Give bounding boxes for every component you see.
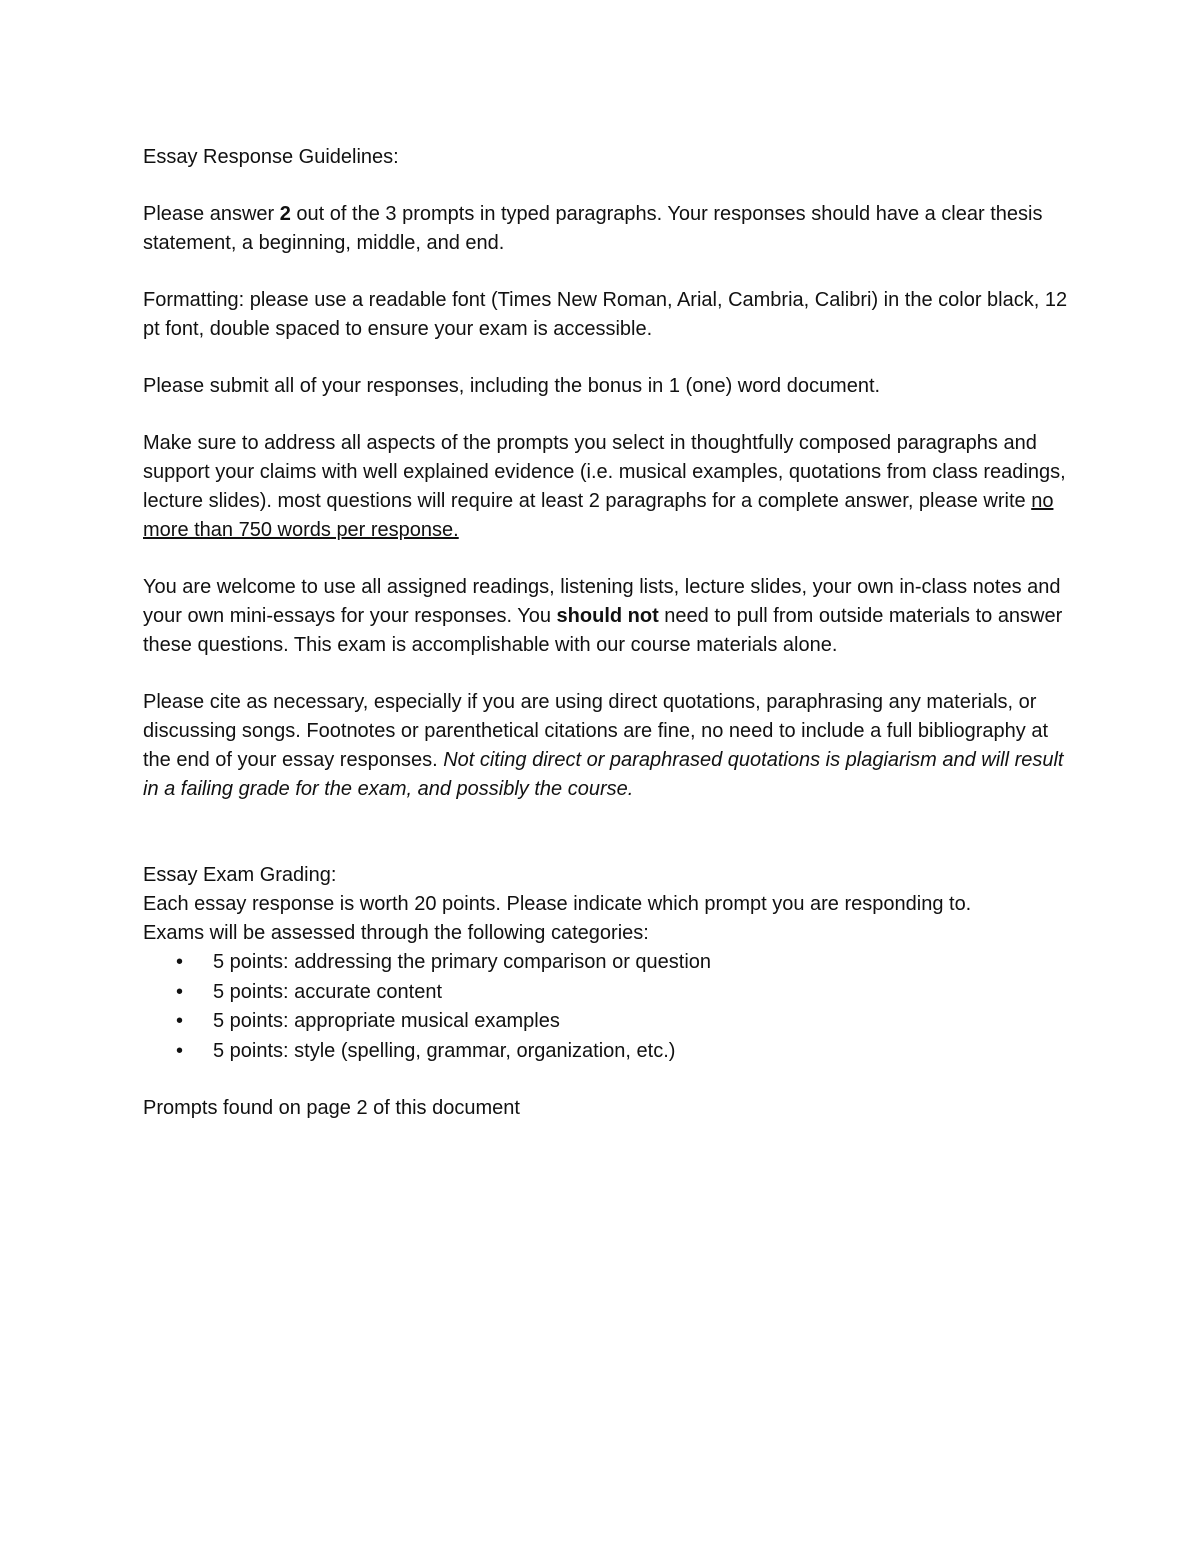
criterion-text: 5 points: style (spelling, grammar, organization, etc.) bbox=[213, 1039, 676, 1062]
word-limit-underlined: no more than 750 words per response. bbox=[143, 490, 1054, 541]
grading-points-line: Each essay response is worth 20 points. Please indicate which prompt you are responding to. bbox=[143, 893, 972, 915]
guidelines-paragraph-formatting: Formatting: please use a readable font (Times New Roman, Arial, Cambria, Calibri) in the color black, 12 pt font, double spaced to ensure your exam is accessible. bbox=[143, 289, 1068, 340]
list-item bbox=[143, 948, 1068, 978]
guidelines-paragraph-citation bbox=[143, 688, 1068, 804]
list-item bbox=[143, 978, 1068, 1008]
grading-heading: Essay Exam Grading: bbox=[143, 864, 337, 886]
document-body bbox=[143, 143, 1068, 1123]
spacer bbox=[143, 1066, 1068, 1094]
bold-emphasis: should not bbox=[556, 605, 659, 627]
grading-categories-intro: Exams will be assessed through the following categories: bbox=[143, 922, 649, 944]
text-run: need to pull from outside materials to answer these questions. This exam is accomplishable with our course materials alone. bbox=[143, 605, 1063, 656]
text-run: You are welcome to use all assigned readings, listening lists, lecture slides, your own in-class notes and your own mini-essays for your responses. You bbox=[143, 576, 1061, 627]
text-run: Make sure to address all aspects of the prompts you select in thoughtfully composed paragraphs and support your claims with well explained evidence (i.e. musical examples, quotations from class readings, lecture slides). most questions will require at least 2 paragraphs for a complete answer, please write bbox=[143, 432, 1066, 512]
prompts-location-note: Prompts found on page 2 of this document bbox=[143, 1097, 520, 1119]
spacer bbox=[143, 545, 1068, 573]
criterion-text: 5 points: addressing the primary comparison or question bbox=[213, 951, 712, 973]
grading-criteria-list bbox=[143, 948, 1068, 1066]
list-item bbox=[143, 1037, 1068, 1067]
list-item bbox=[143, 1007, 1068, 1037]
guidelines-paragraph-answer-count bbox=[143, 200, 1068, 258]
spacer bbox=[143, 172, 1068, 200]
guidelines-paragraph-materials bbox=[143, 573, 1068, 660]
spacer bbox=[143, 401, 1068, 429]
text-run: out of the 3 prompts in typed paragraphs. Your responses should have a clear thesis statement, a beginning, middle, and end. bbox=[143, 203, 1043, 254]
spacer bbox=[143, 258, 1068, 286]
spacer bbox=[143, 344, 1068, 372]
bullet-icon: • bbox=[176, 1010, 184, 1032]
spacer bbox=[143, 804, 1068, 861]
guidelines-heading: Essay Response Guidelines: bbox=[143, 146, 399, 168]
bold-number: 2 bbox=[279, 203, 291, 225]
text-run: Please answer bbox=[143, 203, 280, 225]
bullet-icon: • bbox=[176, 951, 184, 973]
bullet-icon: • bbox=[176, 980, 184, 1003]
guidelines-paragraph-evidence bbox=[143, 429, 1068, 545]
plagiarism-warning-italic: Not citing direct or paraphrased quotations is plagiarism and will result in a failing grade for the exam, and possibly the course. bbox=[143, 749, 1064, 800]
spacer bbox=[143, 660, 1068, 688]
bullet-icon: • bbox=[176, 1039, 184, 1062]
criterion-text: 5 points: appropriate musical examples bbox=[213, 1010, 560, 1032]
guidelines-paragraph-submission: Please submit all of your responses, including the bonus in 1 (one) word document. bbox=[143, 375, 881, 397]
text-run: Please cite as necessary, especially if you are using direct quotations, paraphrasing any materials, or discussing songs. Footnotes or parenthetical citations are fine, no need to include a full bibliography at the end of your essay responses. bbox=[143, 691, 1048, 771]
criterion-text: 5 points: accurate content bbox=[213, 980, 443, 1003]
